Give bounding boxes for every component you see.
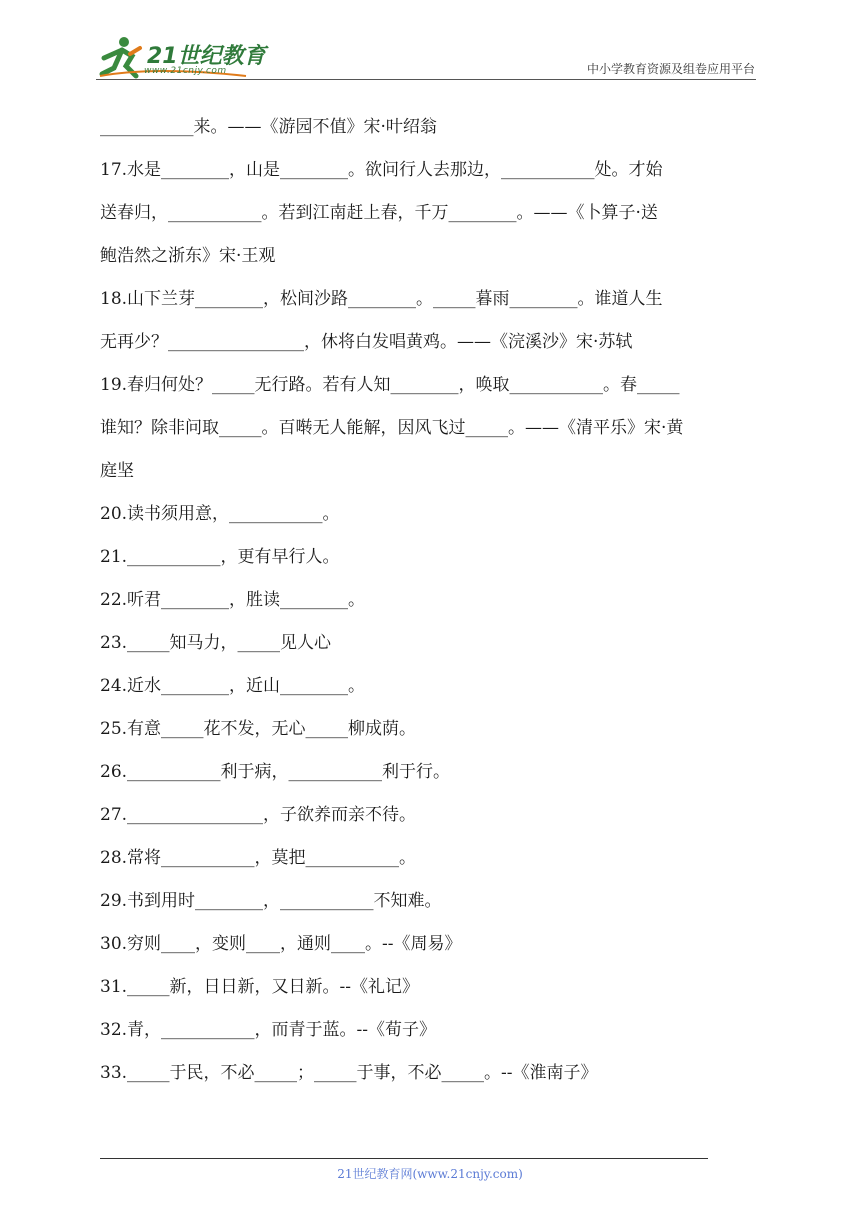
- text-line: 18.山下兰芽________，松间沙路________。_____暮雨________。谁道人生: [100, 289, 663, 309]
- header-divider: [96, 79, 756, 80]
- text-line: 33._____于民，不必_____；_____于事，不必_____。--《淮南子》: [100, 1063, 598, 1083]
- text-line: 23._____知马力，_____见人心: [100, 633, 332, 653]
- text-line: 17.水是________，山是________。欲问行人去那边，___________处。才始: [100, 160, 663, 180]
- text-line: ___________来。——《游园不值》宋·叶绍翁: [100, 117, 437, 137]
- text-line: 31._____新，日日新，又日新。--《礼记》: [100, 977, 420, 997]
- footer-divider: [100, 1158, 708, 1159]
- page-header: [0, 0, 860, 90]
- platform-name: 中小学教育资源及组卷应用平台: [586, 62, 755, 76]
- footer-link[interactable]: 21世纪教育网(www.21cnjy.com): [337, 1167, 523, 1181]
- text-line: 32.青，___________，而青于蓝。--《荀子》: [100, 1020, 437, 1040]
- logo-text: 21世纪教育: [147, 44, 266, 69]
- logo-url: www.21cnjy.com: [144, 66, 227, 76]
- text-line: 庭坚: [100, 461, 134, 481]
- text-line: 30.穷则____，变则____，通则____。--《周易》: [100, 934, 462, 954]
- text-line: 27.________________，子欲养而亲不待。: [100, 805, 417, 825]
- text-line: 22.听君________，胜读________。: [100, 590, 366, 610]
- text-line: 21.___________，更有早行人。: [100, 547, 340, 567]
- question-list: [100, 112, 765, 1101]
- text-line: 送春归，___________。若到江南赶上春，千万________。——《卜算子·送: [100, 203, 658, 223]
- text-line: 19.春归何处？_____无行路。若有人知________，唤取___________。春_____: [100, 375, 680, 395]
- text-line: 无再少？________________，休将白发唱黄鸡。——《浣溪沙》宋·苏轼: [100, 332, 633, 352]
- text-line: 26.___________利于病，___________利于行。: [100, 762, 451, 782]
- text-line: 谁知？除非问取_____。百啭无人能解，因风飞过_____。——《清平乐》宋·黄: [100, 418, 684, 438]
- text-line: 24.近水________，近山________。: [100, 676, 366, 696]
- text-line: 25.有意_____花不发，无心_____柳成荫。: [100, 719, 417, 739]
- text-line: 28.常将___________，莫把___________。: [100, 848, 417, 868]
- text-line: 鲍浩然之浙东》宋·王观: [100, 246, 276, 266]
- text-line: 20.读书须用意，___________。: [100, 504, 340, 524]
- text-line: 29.书到用时________，___________不知难。: [100, 891, 442, 911]
